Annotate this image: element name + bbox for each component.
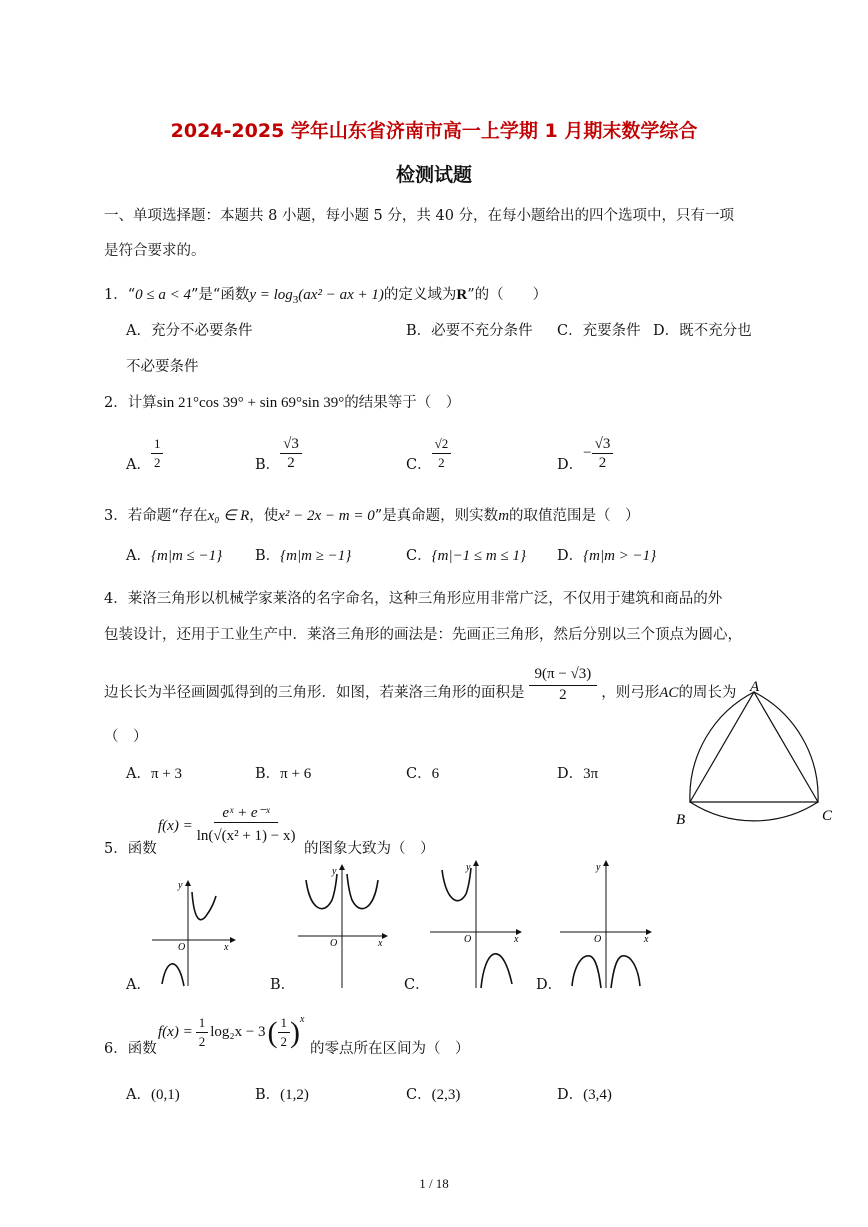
q1-option-a: A．充分不必要条件: [126, 323, 253, 339]
q5-graph-c: [428, 856, 528, 990]
q1-option-b: B．必要不充分条件: [406, 323, 533, 339]
q3-option-d: D．{m|m > −1}: [557, 548, 657, 564]
vertex-a-label: A: [750, 680, 760, 695]
q6-option-c: C．(2,3): [406, 1087, 461, 1103]
q1-function: y = log: [249, 287, 293, 303]
q6-label: 6．函数: [104, 1041, 157, 1057]
q5d-left-branch: [572, 956, 601, 988]
origin-label: O: [178, 942, 186, 953]
q4-paren: （ ）: [104, 729, 148, 745]
q3-option-c: C．{m|−1 ≤ m ≤ 1}: [406, 548, 526, 564]
q6-option-a: A．(0,1): [126, 1087, 180, 1103]
q5a-right-branch: [192, 892, 216, 920]
axis-y-label: y: [332, 866, 337, 877]
q2-option-b: B． $\frac{√3}{2}$: [255, 430, 302, 476]
q1-number: 1．: [104, 287, 128, 303]
section-heading-line2: 是符合要求的。: [104, 243, 206, 259]
origin-label: O: [330, 938, 338, 949]
q1-option-d-cont: 不必要条件: [126, 359, 199, 375]
axis-x-label: x: [644, 934, 649, 945]
q4-option-b: B．π + 6: [255, 766, 312, 782]
question-3: 3．若命题“存在x₀ ∈ R，使x² − 2x − m = 0”是真命题，则实数m的取值范围是（ ）: [104, 508, 640, 524]
document-subtitle: 检测试题: [395, 164, 472, 186]
q5-graph-b: [294, 860, 394, 990]
q6-option-d: D．(3,4): [557, 1087, 612, 1103]
vertex-c-label: C: [822, 808, 833, 824]
axis-y-label: y: [178, 880, 183, 891]
axis-x-label: x: [224, 942, 229, 953]
q5-graph-d: [558, 856, 658, 990]
q5c-right-branch: [481, 954, 512, 988]
page-number: 1 / 18: [419, 1176, 449, 1191]
q1-option-c: C．充要条件: [557, 323, 641, 339]
q4-option-c: C．6: [406, 766, 440, 782]
q2-option-c: C． $\frac{√2}{2}$: [406, 430, 451, 476]
q6-option-b: B．(1,2): [255, 1087, 309, 1103]
q2-option-d: D． − $\frac{√3}{2}$: [557, 430, 613, 476]
q4-line1: 4．莱洛三角形以机械学家莱洛的名字命名，这种三角形应用非常广泛，不仅用于建筑和商品的外: [104, 591, 723, 607]
q5-label: 5．函数: [104, 841, 157, 857]
equilateral-triangle: [690, 692, 818, 802]
q4-option-d: D．3π: [557, 766, 599, 782]
question-2: 2．计算sin 21°cos 39° + sin 69°sin 39°的结果等于（ ）: [104, 395, 461, 411]
axis-y-label: y: [596, 862, 601, 873]
section-heading-line1: 一、单项选择题：本题共 8 小题，每小题 5 分，共 40 分，在每小题给出的四个选项中，只有一项: [104, 208, 735, 224]
q5-option-a: A．: [126, 977, 151, 993]
vertex-b-label: B: [676, 812, 686, 828]
q5-option-d: D．: [536, 977, 563, 993]
q5b-right-branch: [347, 874, 378, 909]
q4-line3: 边长长为半径画圆弧得到的三角形．如图，若莱洛三角形的面积是 $\frac{9(\pi - √3)}{2}$ ，则弓形 AC 的周长为: [104, 662, 736, 704]
document-title: 2024-2025 学年山东省济南市高一上学期 1 月期末数学综合: [170, 120, 698, 142]
axis-y-label: y: [466, 862, 471, 873]
question-1: 1．“0 ≤ a < 4”是“函数$y = \log_3(ax^2$ − ax + 1)的定义域为R”的（ ）: [104, 287, 548, 306]
q5d-right-branch: [611, 956, 640, 988]
q5-formula: f(x) = $\frac{\text{eˣ + e⁻ˣ}}{\text{ln(√(x² + 1) − x)}}$: [158, 805, 296, 844]
q5-post: 的图象大致为（ ）: [304, 841, 435, 857]
q3-option-b: B．{m|m ≥ −1}: [255, 548, 352, 564]
q6-formula: f(x) = $\frac{1}{2}$ log₂x − 3 ( $\frac{1}{2}$ ) $^x$: [158, 1014, 305, 1049]
q2-expression: sin 21°cos 39° + sin 69°sin 39°: [156, 395, 345, 411]
q3-option-a: A．{m|m ≤ −1}: [126, 548, 223, 564]
q6-post: 的零点所在区间为（ ）: [310, 1041, 470, 1057]
q5-option-b: B．: [270, 977, 296, 993]
q1-option-d: D．既不充分也: [653, 323, 752, 339]
origin-label: O: [464, 934, 472, 945]
q4-line2: 包装设计，还用于工业生产中．莱洛三角形的画法是：先画正三角形，然后分别以三个顶点为圆心，: [104, 627, 742, 643]
origin-label-x: x: [514, 934, 519, 945]
q2-option-a: A． $\frac{1}{2}$: [126, 430, 163, 476]
q4-option-a: A．π + 3: [126, 766, 183, 782]
axis-x-label: x: [378, 938, 383, 949]
reuleaux-triangle-figure: [668, 680, 840, 830]
q5-graph-a: [148, 876, 238, 988]
q5a-left-branch: [162, 964, 184, 986]
q5-option-c: C．: [404, 977, 430, 993]
origin-label: O: [594, 934, 602, 945]
q5b-left-branch: [306, 874, 337, 909]
q1-condition: 0 ≤ a < 4: [135, 287, 192, 303]
